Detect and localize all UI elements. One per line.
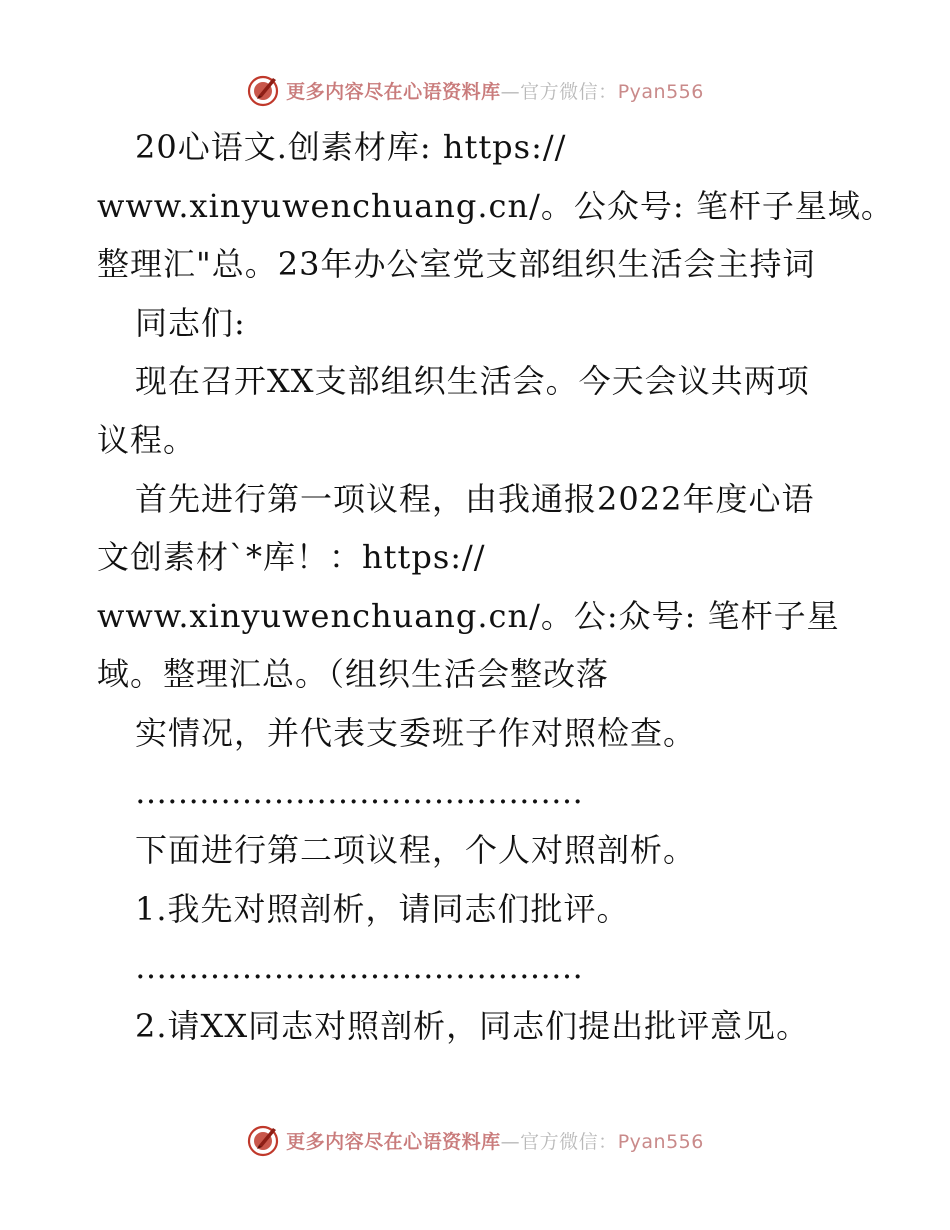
banner-separator: — <box>500 80 521 103</box>
body-line: 首先进行第一项议程，由我通报2022年度心语 <box>135 479 815 518</box>
banner-main-text: 更多内容尽在心语资料库 <box>286 1130 501 1153</box>
body-line: www.xinyuwenchuang.cn/。公众号: 笔杆子星域。 <box>97 186 894 225</box>
body-line: 文创素材`*库！：https:// <box>97 538 486 577</box>
body-line: 现在召开XX支部组织生活会。今天会议共两项 <box>135 362 810 401</box>
document-body <box>97 118 894 1056</box>
banner-wechat-label: 官方微信： <box>520 1130 618 1153</box>
body-line: 域。整理汇总。（组织生活会整改落 <box>97 655 610 694</box>
banner-wechat-id: Pyan556 <box>617 80 704 103</box>
body-line: 整理汇"总。23年办公室党支部组织生活会主持词 <box>97 245 816 284</box>
body-line: 议程。 <box>97 420 197 459</box>
quill-seal-icon <box>246 72 282 108</box>
body-line: www.xinyuwenchuang.cn/。公:众号: 笔杆子星 <box>97 596 840 635</box>
footer-banner <box>0 1118 950 1162</box>
banner-wechat-label: 官方微信： <box>520 80 618 103</box>
banner-main-text: 更多内容尽在心语资料库 <box>286 80 501 103</box>
ellipsis-divider: …………………………………… <box>135 772 583 811</box>
ellipsis-divider: …………………………………… <box>135 948 583 987</box>
banner-text <box>286 77 704 104</box>
body-line: 1.我先对照剖析，请同志们批评。 <box>135 889 630 928</box>
body-line: 实情况，并代表支委班子作对照检查。 <box>135 713 697 752</box>
body-line: 2.请XX同志对照剖析，同志们提出批评意见。 <box>135 1006 810 1045</box>
header-banner <box>0 68 950 112</box>
body-line: 20心语文.创素材库: https:// <box>135 128 567 166</box>
salutation: 同志们: <box>135 303 246 342</box>
banner-wechat-id: Pyan556 <box>617 1130 704 1153</box>
banner-separator: — <box>500 1130 521 1153</box>
body-line: 下面进行第二项议程，个人对照剖析。 <box>135 831 697 870</box>
quill-seal-icon <box>246 1122 282 1158</box>
banner-text <box>286 1127 704 1154</box>
